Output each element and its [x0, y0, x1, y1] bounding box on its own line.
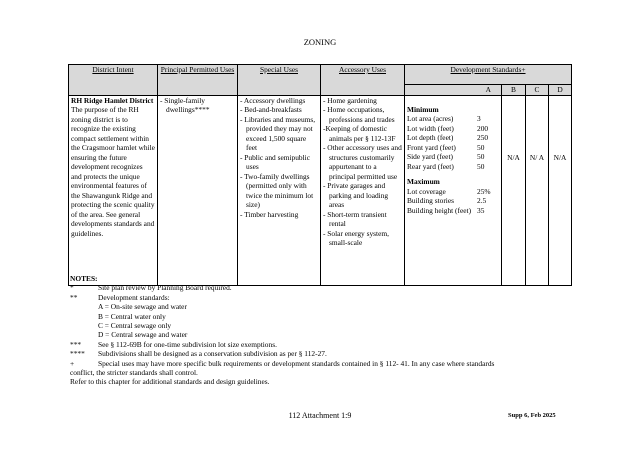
note-item — [70, 293, 570, 302]
accessory-use-item: - Home gardening — [323, 95, 377, 105]
special-use-item: - Libraries and museums, provided they may not exceed 1,500 square feet — [240, 114, 316, 152]
note-item — [70, 340, 570, 349]
district-intent-cell — [69, 95, 158, 285]
standard-value-a: 50 — [477, 142, 485, 152]
note-item — [70, 283, 570, 292]
notes-continuation: conflict, the stricter standards shall control. — [70, 368, 198, 378]
special-use-item: - Two-family dwellings (permitted only with twice the minimum lot size) — [240, 171, 314, 209]
standard-value-a: 50 — [477, 152, 485, 161]
note-symbol: **** — [70, 349, 85, 359]
header-col-d: D — [549, 85, 572, 96]
col-b-value: N/A — [502, 95, 526, 285]
header-principal-uses: Principal Permitted Uses — [158, 65, 238, 96]
header-district-intent: District Intent — [69, 65, 158, 96]
notes-section — [70, 274, 570, 387]
standard-label: Lot coverage — [407, 186, 446, 196]
special-use-item: - Public and semipublic uses — [240, 152, 310, 171]
accessory-use-item: -Keeping of domestic animals per § 112-13F — [323, 124, 396, 143]
note-text: Development standards: — [98, 292, 170, 302]
note-symbol: + — [70, 358, 75, 368]
district-description: The purpose of the RH zoning district is to recognize the existing compact settlement within the Cragsmoor hamlet while ensuring the future development recognizes and protects the unique environmental features of the Shawangunk Ridge and protecting the scenic quality of the area. See general developments standards and guidelines. — [71, 105, 155, 238]
footer-attachment: 112 Attachment 1:9 — [288, 411, 352, 420]
standard-label: Front yard (feet) — [407, 142, 456, 152]
standard-value-a: 250 — [477, 133, 489, 142]
note-text: Special uses may have more specific bulk requirements or development standards contained in § 112- 41. In any case where standards — [98, 358, 495, 368]
accessory-uses-cell — [321, 95, 405, 285]
special-uses-cell — [238, 95, 321, 285]
standards-legend-item: D = Central sewage and water — [98, 330, 188, 340]
standard-value-a: 35 — [477, 205, 485, 215]
note-symbol: * — [70, 283, 74, 293]
page-title: ZONING — [303, 37, 337, 47]
accessory-use-item: - Home occupations, professions and trades — [323, 105, 395, 124]
standards-legend-item: B = Central water only — [98, 311, 166, 321]
notes-refer: Refer to this chapter for additional standards and design guidelines. — [70, 377, 270, 387]
standard-value-a: 3 — [477, 114, 481, 123]
standard-label: Lot width (feet) — [407, 123, 454, 133]
col-c-value: N/ A — [526, 95, 549, 285]
standards-legend-item: C = Central sewage only — [98, 321, 172, 331]
note-text: Subdivisions shall be designed as a conservation subdivision as per § 112-27. — [98, 349, 327, 359]
header-col-b: B — [502, 85, 526, 96]
note-symbol: *** — [70, 339, 82, 349]
special-use-item: - Timber harvesting — [240, 209, 299, 219]
note-text: Site plan review by Planning Board required. — [98, 283, 232, 293]
notes-heading: NOTES: — [70, 274, 98, 283]
minimum-heading: Minimum — [407, 104, 439, 114]
zoning-table — [68, 64, 572, 286]
standard-label: Side yard (feet) — [407, 152, 453, 161]
standards-cell — [405, 95, 502, 285]
district-name: RH Ridge Hamlet District — [71, 95, 154, 105]
standard-value-a: 2.5 — [477, 196, 487, 205]
header-accessory-uses: Accessory Uses — [321, 65, 405, 96]
accessory-use-item: - Solar energy system, small-scale — [323, 228, 389, 247]
standard-label: Rear yard (feet) — [407, 161, 454, 171]
standards-legend-item: A = On-site sewage and water — [98, 302, 187, 312]
standard-label: Building height (feet) — [407, 205, 472, 215]
header-special-uses: Special Uses — [238, 65, 321, 96]
col-d-value: N/A — [549, 95, 572, 285]
standard-label: Building stories — [407, 196, 455, 205]
standard-label: Lot area (acres) — [407, 114, 454, 123]
footer-supplement: Supp 6, Feb 2025 — [508, 412, 556, 419]
standard-value-a: 200 — [477, 123, 489, 133]
principal-use-item: - Single-family dwellings**** — [160, 95, 210, 114]
accessory-use-item: - Other accessory uses and structures customarily appurtenant to a principal permitted use — [323, 143, 402, 181]
note-text: See § 112-69B for one-time subdivision lot size exemptions. — [98, 339, 277, 349]
standard-value-a: 50 — [477, 161, 485, 171]
header-col-a: A — [405, 85, 502, 96]
header-col-c: C — [526, 85, 549, 96]
accessory-use-item: - Short-term transient rental — [323, 209, 387, 228]
note-item — [70, 349, 570, 358]
standard-label: Lot depth (feet) — [407, 133, 454, 142]
special-use-item: - Accessory dwellings — [240, 95, 306, 105]
principal-uses-cell — [158, 95, 238, 285]
standard-value-a: 25% — [477, 186, 491, 196]
note-item — [70, 359, 570, 368]
accessory-use-item: - Private garages and parking and loading areas — [323, 181, 389, 209]
maximum-heading: Maximum — [407, 177, 440, 186]
note-symbol: ** — [70, 292, 78, 302]
special-use-item: - Bed-and-breakfasts — [240, 105, 302, 114]
header-dev-standards: Development Standards+ — [405, 65, 572, 85]
